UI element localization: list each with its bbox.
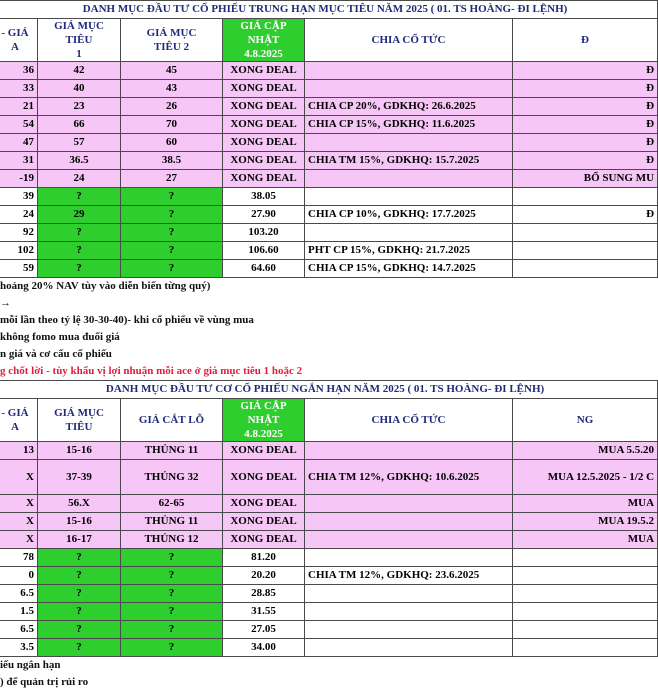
buy-price-cell[interactable]: 54 xyxy=(0,116,38,134)
target-1-cell[interactable]: 37-39 xyxy=(38,460,121,495)
dividend-cell[interactable] xyxy=(305,62,513,80)
medium-term-portfolio-table xyxy=(0,0,658,278)
target-1-cell[interactable]: ? xyxy=(38,567,121,585)
update-price-cell[interactable]: XONG DEAL xyxy=(223,134,305,152)
buy-price-cell[interactable]: X xyxy=(0,495,38,513)
arrow-icon: → xyxy=(0,297,11,309)
dividend-cell[interactable] xyxy=(305,188,513,206)
update-price-cell[interactable]: 106.60 xyxy=(223,242,305,260)
note-cell[interactable] xyxy=(513,260,658,278)
target-1-cell[interactable]: 57 xyxy=(38,134,121,152)
target-1-cell[interactable]: ? xyxy=(38,260,121,278)
update-price-cell[interactable]: 64.60 xyxy=(223,260,305,278)
target-1-cell[interactable]: 24 xyxy=(38,170,121,188)
note-text: hoảng 20% NAV tùy vào diễn biến từng quý) xyxy=(0,280,211,292)
update-price-cell[interactable]: 28.85 xyxy=(223,585,305,603)
note-text: mỗi lần theo tỷ lệ 30-30-40)- khi cổ phiếu về vùng mua xyxy=(0,314,254,326)
table-row xyxy=(0,242,658,260)
col-3-cell[interactable]: 60 xyxy=(121,134,223,152)
note-cell[interactable] xyxy=(513,188,658,206)
dividend-cell[interactable]: CHIA CP 10%, GDKHQ: 17.7.2025 xyxy=(305,206,513,224)
update-price-cell[interactable]: 81.20 xyxy=(223,549,305,567)
update-price-cell[interactable]: XONG DEAL xyxy=(223,98,305,116)
buy-price-cell[interactable]: 78 xyxy=(0,549,38,567)
update-price-cell[interactable]: 38.05 xyxy=(223,188,305,206)
col-3-cell[interactable]: 38.5 xyxy=(121,152,223,170)
col-3-cell[interactable]: ? xyxy=(121,206,223,224)
table-row xyxy=(0,80,658,98)
col-3-cell[interactable]: THỦNG 32 xyxy=(121,460,223,495)
target-1-cell[interactable]: ? xyxy=(38,639,121,657)
dividend-header: CHIA CỔ TỨC xyxy=(305,399,513,442)
dividend-cell[interactable]: CHIA TM 12%, GDKHQ: 10.6.2025 xyxy=(305,460,513,495)
target-1-cell[interactable]: ? xyxy=(38,585,121,603)
update-price-cell[interactable]: XONG DEAL xyxy=(223,442,305,460)
target-1-cell[interactable]: 40 xyxy=(38,80,121,98)
buy-price-cell[interactable]: 6.5 xyxy=(0,621,38,639)
target-1-cell[interactable]: 15-16 xyxy=(38,442,121,460)
table-row xyxy=(0,531,658,549)
col-3-cell[interactable]: ? xyxy=(121,549,223,567)
dividend-cell[interactable] xyxy=(305,531,513,549)
table-title: DANH MỤC ĐẦU TƯ CỔ PHIẾU TRUNG HẠN MỤC TIÊU NĂM 2025 ( 01. TS HOÀNG- ĐI LỆNH) xyxy=(0,1,658,19)
col-3-cell[interactable]: ? xyxy=(121,242,223,260)
buy-price-header: - GIÁ A xyxy=(0,399,38,442)
buy-price-cell[interactable]: 36 xyxy=(0,62,38,80)
update-price-cell[interactable]: XONG DEAL xyxy=(223,460,305,495)
buy-price-cell[interactable]: 6.5 xyxy=(0,585,38,603)
dividend-cell[interactable] xyxy=(305,224,513,242)
table-row xyxy=(0,98,658,116)
update-price-cell[interactable]: XONG DEAL xyxy=(223,62,305,80)
col-3-cell[interactable]: 45 xyxy=(121,62,223,80)
col-3-cell[interactable]: 70 xyxy=(121,116,223,134)
buy-price-cell[interactable]: -19 xyxy=(0,170,38,188)
note-line xyxy=(0,329,600,346)
note-text: g chốt lời - tùy khẩu vị lợi nhuận mỗi ace ở giá mục tiêu 1 hoặc 2 xyxy=(0,365,303,377)
target-1-cell[interactable]: 15-16 xyxy=(38,513,121,531)
table-row xyxy=(0,188,658,206)
note-text: ) để quản trị rủi ro xyxy=(0,676,89,688)
dividend-cell[interactable]: CHIA CP 15%, GDKHQ: 11.6.2025 xyxy=(305,116,513,134)
buy-price-cell[interactable]: 0 xyxy=(0,567,38,585)
note-line xyxy=(0,278,600,295)
col-3-cell[interactable]: THỦNG 11 xyxy=(121,442,223,460)
table-row xyxy=(0,442,658,460)
note-cell[interactable] xyxy=(513,585,658,603)
dividend-cell[interactable] xyxy=(305,603,513,621)
target-1-cell[interactable]: ? xyxy=(38,621,121,639)
note-cell[interactable]: Đ xyxy=(513,62,658,80)
col-3-cell[interactable]: ? xyxy=(121,567,223,585)
dividend-cell[interactable] xyxy=(305,513,513,531)
target-1-cell[interactable]: ? xyxy=(38,242,121,260)
table-row xyxy=(0,585,658,603)
update-price-cell[interactable]: XONG DEAL xyxy=(223,170,305,188)
col-3-cell[interactable]: ? xyxy=(121,621,223,639)
table-row xyxy=(0,152,658,170)
table-row xyxy=(0,460,658,495)
update-price-cell[interactable]: XONG DEAL xyxy=(223,80,305,98)
note-cell[interactable] xyxy=(513,242,658,260)
dividend-cell[interactable]: CHIA TM 15%, GDKHQ: 15.7.2025 xyxy=(305,152,513,170)
notes-block-1 xyxy=(0,278,600,380)
col-3-header: GIÁ CẮT LỖ xyxy=(121,399,223,442)
col-3-cell[interactable]: ? xyxy=(121,639,223,657)
short-term-portfolio-table xyxy=(0,380,658,657)
dividend-cell[interactable] xyxy=(305,639,513,657)
buy-price-cell[interactable]: 21 xyxy=(0,98,38,116)
col-3-cell[interactable]: ? xyxy=(121,260,223,278)
note-cell[interactable] xyxy=(513,621,658,639)
note-cell[interactable]: Đ xyxy=(513,134,658,152)
note-cell[interactable]: MUA xyxy=(513,531,658,549)
target-1-header: GIÁ MỤC TIÊU xyxy=(38,399,121,442)
dividend-cell[interactable] xyxy=(305,495,513,513)
target-1-cell[interactable]: ? xyxy=(38,603,121,621)
note-cell[interactable] xyxy=(513,567,658,585)
col-3-cell[interactable]: ? xyxy=(121,585,223,603)
buy-price-cell[interactable]: 31 xyxy=(0,152,38,170)
update-price-cell[interactable]: XONG DEAL xyxy=(223,531,305,549)
update-price-cell[interactable]: XONG DEAL xyxy=(223,116,305,134)
note-cell[interactable]: BỔ SUNG MU xyxy=(513,170,658,188)
col-3-cell[interactable]: 26 xyxy=(121,98,223,116)
col-3-cell[interactable]: THỦNG 12 xyxy=(121,531,223,549)
note-line xyxy=(0,295,600,312)
table-row xyxy=(0,260,658,278)
note-cell[interactable]: Đ xyxy=(513,206,658,224)
col-3-cell[interactable]: ? xyxy=(121,224,223,242)
note-cell[interactable]: Đ xyxy=(513,80,658,98)
table-row xyxy=(0,170,658,188)
dividend-cell[interactable]: CHIA CP 20%, GDKHQ: 26.6.2025 xyxy=(305,98,513,116)
update-price-cell[interactable]: 27.90 xyxy=(223,206,305,224)
update-price-cell[interactable]: 103.20 xyxy=(223,224,305,242)
table-row xyxy=(0,116,658,134)
note-line xyxy=(0,312,600,329)
dividend-header: CHIA CỔ TỨC xyxy=(305,19,513,62)
buy-price-cell[interactable]: 59 xyxy=(0,260,38,278)
dividend-cell[interactable] xyxy=(305,442,513,460)
target-1-cell[interactable]: 42 xyxy=(38,62,121,80)
note-cell[interactable]: MUA xyxy=(513,495,658,513)
update-price-cell[interactable]: 20.20 xyxy=(223,567,305,585)
table-row xyxy=(0,134,658,152)
target-1-header: GIÁ MỤC TIÊU 1 xyxy=(38,19,121,62)
col-3-cell[interactable]: ? xyxy=(121,188,223,206)
buy-price-cell[interactable]: 92 xyxy=(0,224,38,242)
dividend-cell[interactable] xyxy=(305,80,513,98)
target-1-cell[interactable]: 29 xyxy=(38,206,121,224)
col-3-cell[interactable]: THỦNG 11 xyxy=(121,513,223,531)
table-row xyxy=(0,567,658,585)
note-cell[interactable]: MUA 12.5.2025 - 1/2 C xyxy=(513,460,658,495)
note-cell[interactable]: Đ xyxy=(513,116,658,134)
target-1-cell[interactable]: ? xyxy=(38,188,121,206)
note-cell[interactable]: MUA 19.5.2 xyxy=(513,513,658,531)
buy-price-cell[interactable]: X xyxy=(0,531,38,549)
target-1-cell[interactable]: 66 xyxy=(38,116,121,134)
buy-price-cell[interactable]: 39 xyxy=(0,188,38,206)
buy-price-header: - GIÁ A xyxy=(0,19,38,62)
note-text: n giá và cơ cấu cổ phiếu xyxy=(0,348,112,360)
buy-price-cell[interactable]: 102 xyxy=(0,242,38,260)
note-cell[interactable]: MUA 5.5.20 xyxy=(513,442,658,460)
update-price-cell[interactable]: 27.05 xyxy=(223,621,305,639)
table-row xyxy=(0,621,658,639)
buy-price-cell[interactable]: 13 xyxy=(0,442,38,460)
table-title: DANH MỤC ĐẦU TƯ CƠ CỔ PHIẾU NGẮN HẠN NĂM 2025 ( 01. TS HOÀNG- ĐI LỆNH) xyxy=(0,381,658,399)
note-line xyxy=(0,657,600,674)
target-1-cell[interactable]: 36.5 xyxy=(38,152,121,170)
note-text: không fomo mua đuổi giá xyxy=(0,331,120,343)
table-row xyxy=(0,639,658,657)
buy-price-cell[interactable]: 24 xyxy=(0,206,38,224)
note-line xyxy=(0,674,600,691)
buy-price-cell[interactable]: 33 xyxy=(0,80,38,98)
dividend-cell[interactable]: CHIA CP 15%, GDKHQ: 14.7.2025 xyxy=(305,260,513,278)
update-price-cell[interactable]: XONG DEAL xyxy=(223,152,305,170)
col-3-cell[interactable]: 62-65 xyxy=(121,495,223,513)
update-price-header: GIÁ CẬP NHẬT 4.8.2025 xyxy=(223,399,305,442)
dividend-cell[interactable] xyxy=(305,585,513,603)
update-price-cell[interactable]: 31.55 xyxy=(223,603,305,621)
update-price-header: GIÁ CẬP NHẬT 4.8.2025 xyxy=(223,19,305,62)
note-line xyxy=(0,363,600,380)
dividend-cell[interactable] xyxy=(305,170,513,188)
buy-price-cell[interactable]: 47 xyxy=(0,134,38,152)
note-header: NG xyxy=(513,399,658,442)
note-cell[interactable]: Đ xyxy=(513,152,658,170)
note-cell[interactable] xyxy=(513,224,658,242)
target-1-cell[interactable]: ? xyxy=(38,549,121,567)
target-1-cell[interactable]: ? xyxy=(38,224,121,242)
update-price-cell[interactable]: 34.00 xyxy=(223,639,305,657)
buy-price-cell[interactable]: X xyxy=(0,460,38,495)
table-row xyxy=(0,513,658,531)
note-cell[interactable] xyxy=(513,639,658,657)
col-3-header: GIÁ MỤC TIÊU 2 xyxy=(121,19,223,62)
buy-price-cell[interactable]: X xyxy=(0,513,38,531)
table-row xyxy=(0,603,658,621)
table-row xyxy=(0,206,658,224)
target-1-cell[interactable]: 16-17 xyxy=(38,531,121,549)
dividend-cell[interactable] xyxy=(305,134,513,152)
col-3-cell[interactable]: ? xyxy=(121,603,223,621)
table-row xyxy=(0,549,658,567)
target-1-cell[interactable]: 23 xyxy=(38,98,121,116)
note-header: Đ xyxy=(513,19,658,62)
note-cell[interactable] xyxy=(513,603,658,621)
dividend-cell[interactable]: CHIA TM 12%, GDKHQ: 23.6.2025 xyxy=(305,567,513,585)
note-line xyxy=(0,346,600,363)
table-row xyxy=(0,495,658,513)
dividend-cell[interactable] xyxy=(305,621,513,639)
dividend-cell[interactable] xyxy=(305,549,513,567)
note-cell[interactable]: Đ xyxy=(513,98,658,116)
col-3-cell[interactable]: 27 xyxy=(121,170,223,188)
table-row xyxy=(0,224,658,242)
note-cell[interactable] xyxy=(513,549,658,567)
notes-block-2 xyxy=(0,657,600,691)
table-row xyxy=(0,62,658,80)
update-price-cell[interactable]: XONG DEAL xyxy=(223,495,305,513)
note-text: iếu ngắn hạn xyxy=(0,659,61,671)
col-3-cell[interactable]: 43 xyxy=(121,80,223,98)
buy-price-cell[interactable]: 3.5 xyxy=(0,639,38,657)
target-1-cell[interactable]: 56.X xyxy=(38,495,121,513)
update-price-cell[interactable]: XONG DEAL xyxy=(223,513,305,531)
buy-price-cell[interactable]: 1.5 xyxy=(0,603,38,621)
dividend-cell[interactable]: PHT CP 15%, GDKHQ: 21.7.2025 xyxy=(305,242,513,260)
